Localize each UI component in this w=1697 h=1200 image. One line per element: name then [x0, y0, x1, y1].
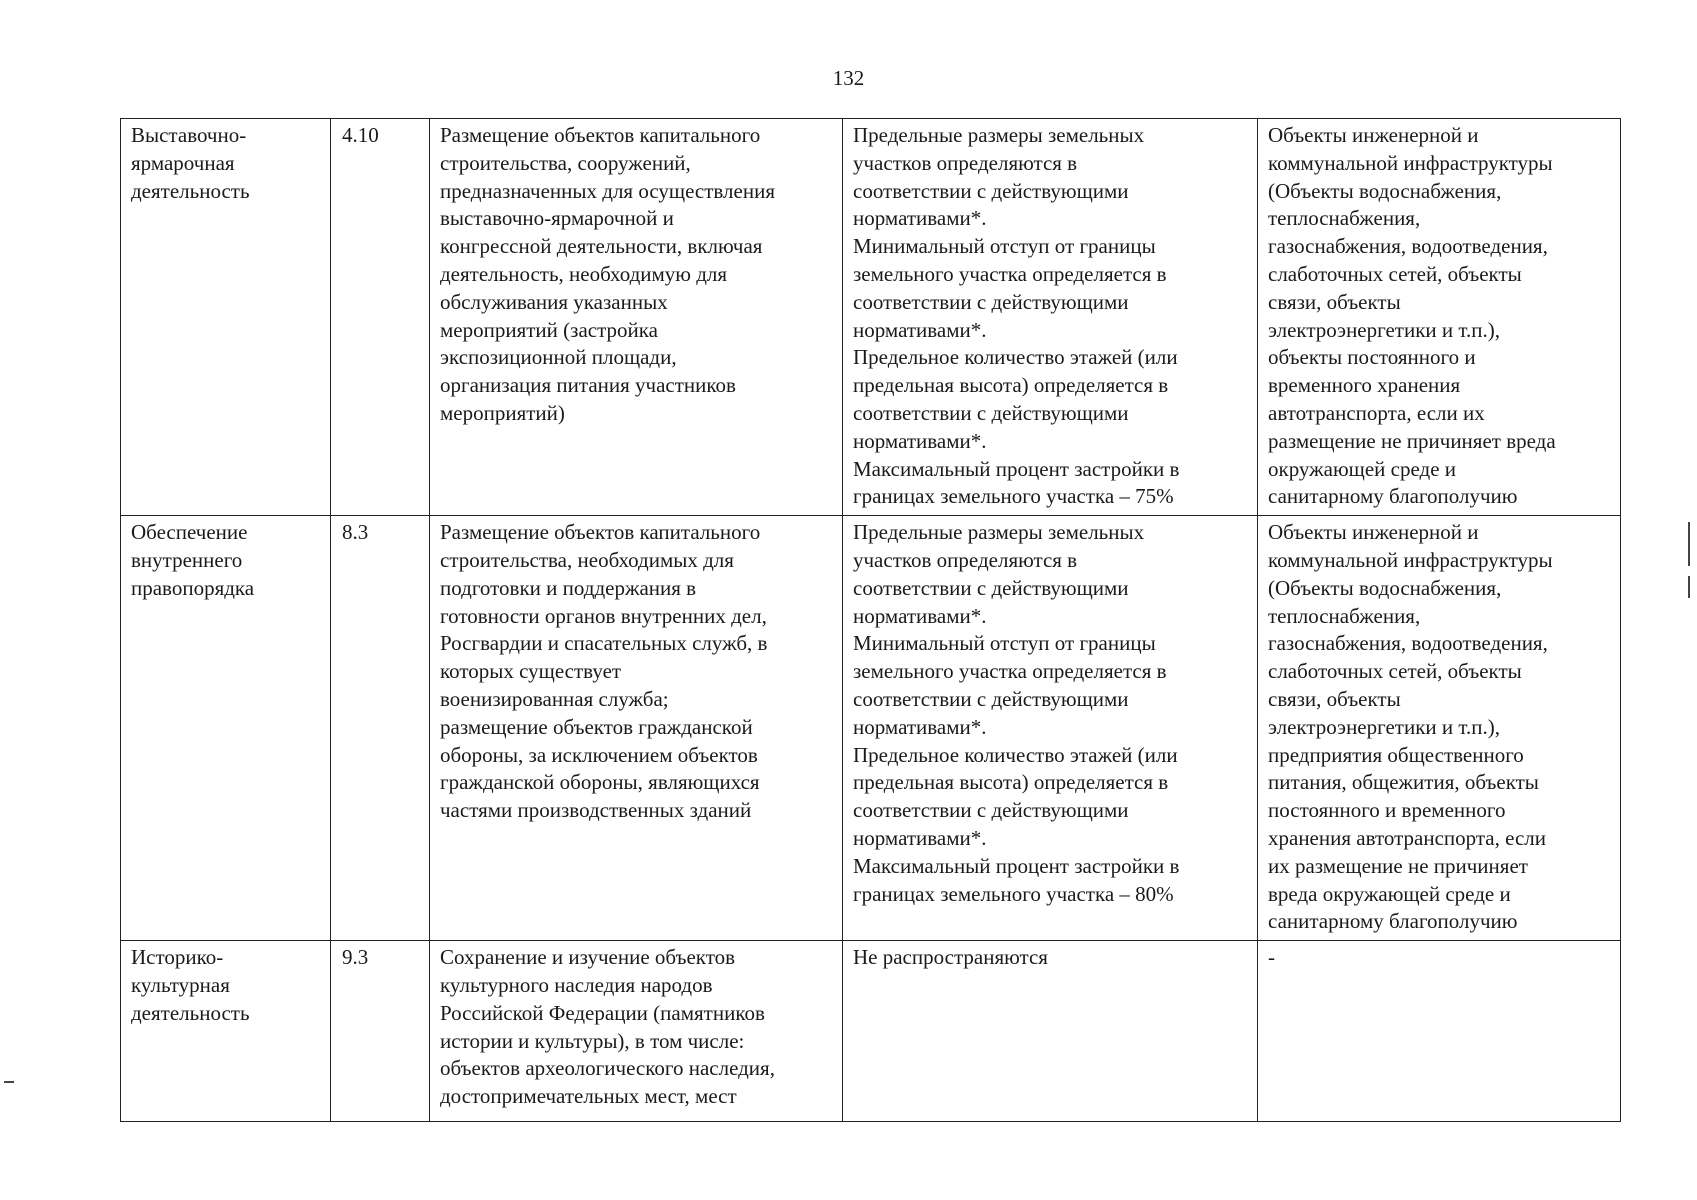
table-row: [121, 119, 1621, 516]
auxiliary-uses-cell: Объекты инженерной и коммунальной инфраструктуры (Объекты водоснабжения, теплоснабжения, газоснабжения, водоотведения, слаботочных сетей, объекты связи, объекты электроэнергетики и т.п.), предприятия общественного питания, общежития, объекты постоянного и временного хранения автотранспорта, если их размещение не причиняет вреда окружающей среде и санитарному благополучию: [1258, 516, 1621, 941]
use-description-cell: Размещение объектов капитального строительства, сооружений, предназначенных для осуществления выставочно-ярмарочной и конгрессной деятельности, включая деятельность, необходимую для обслуживания указанных мероприятий (застройка экспозиционной площади, организация питания участников мероприятий): [430, 119, 843, 516]
use-code-cell: 4.10: [331, 119, 430, 516]
use-code-cell: 8.3: [331, 516, 430, 941]
parameters-cell: Не распространяются: [843, 941, 1258, 1122]
table-row: [121, 941, 1621, 1122]
auxiliary-uses-cell: -: [1258, 941, 1621, 1122]
scan-margin-mark: [4, 1081, 14, 1083]
use-name-cell: Обеспечение внутреннего правопорядка: [121, 516, 331, 941]
use-code-cell: 9.3: [331, 941, 430, 1122]
parameters-cell: Предельные размеры земельных участков определяются в соответствии с действующими нормативами*. Минимальный отступ от границы земельного участка определяется в соответствии с действующими нормативами*. Предельное количество этажей (или предельная высота) определяется в соответствии с действующими нормативами*. Максимальный процент застройки в границах земельного участка – 75%: [843, 119, 1258, 516]
table-row: [121, 516, 1621, 941]
scan-margin-mark: [1688, 576, 1690, 598]
use-name-cell: Историко- культурная деятельность: [121, 941, 331, 1122]
parameters-cell: Предельные размеры земельных участков определяются в соответствии с действующими нормативами*. Минимальный отступ от границы земельного участка определяется в соответствии с действующими нормативами*. Предельное количество этажей (или предельная высота) определяется в соответствии с действующими нормативами*. Максимальный процент застройки в границах земельного участка – 80%: [843, 516, 1258, 941]
auxiliary-uses-cell: Объекты инженерной и коммунальной инфраструктуры (Объекты водоснабжения, теплоснабжения, газоснабжения, водоотведения, слаботочных сетей, объекты связи, объекты электроэнергетики и т.п.), объекты постоянного и временного хранения автотранспорта, если их размещение не причиняет вреда окружающей среде и санитарному благополучию: [1258, 119, 1621, 516]
page-number: 132: [832, 66, 865, 90]
use-description-cell: Сохранение и изучение объектов культурного наследия народов Российской Федерации (памятников истории и культуры), в том числе: объектов археологического наследия, достопримечательных мест, мест: [430, 941, 843, 1122]
scan-margin-mark: [1688, 522, 1690, 566]
zoning-table: [120, 118, 1621, 1122]
use-name-cell: Выставочно- ярмарочная деятельность: [121, 119, 331, 516]
use-description-cell: Размещение объектов капитального строительства, необходимых для подготовки и поддержания в готовности органов внутренних дел, Росгвардии и спасательных служб, в которых существует военизированная служба; размещение объектов гражданской обороны, за исключением объектов гражданской обороны, являющихся частями производственных зданий: [430, 516, 843, 941]
